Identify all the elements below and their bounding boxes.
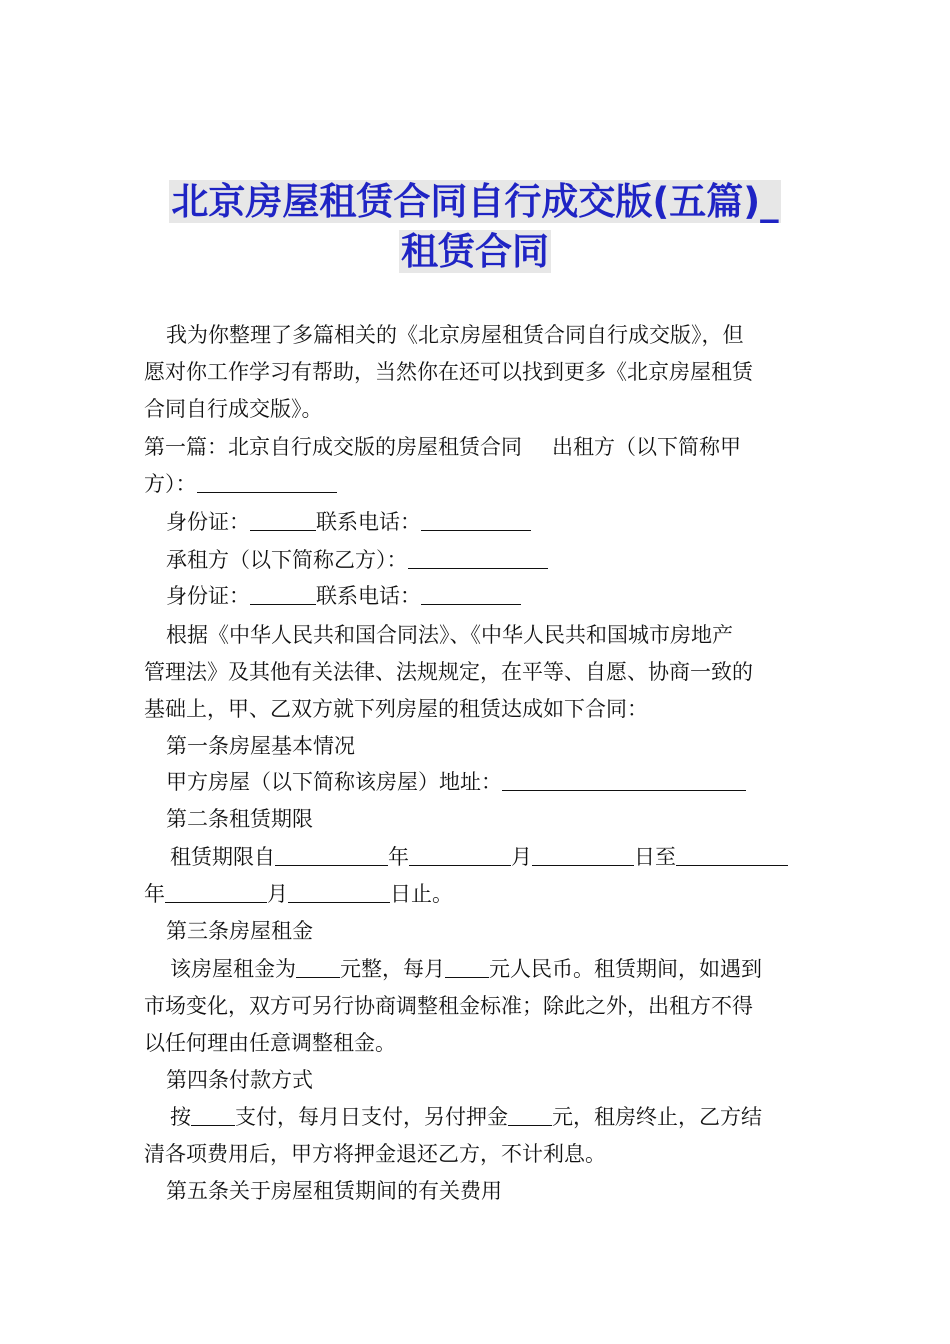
- article-2-title: 第二条租赁期限: [166, 807, 313, 831]
- year-label: 年: [388, 845, 409, 869]
- settlement-label: 元，租房终止，乙方结: [552, 1105, 762, 1129]
- lessor-name-blank[interactable]: [197, 470, 337, 493]
- article-1-address-line: [166, 768, 950, 796]
- lessor-label-a: 出租方（以下简称甲: [552, 435, 741, 459]
- rent-label: 该房屋租金为: [170, 957, 296, 981]
- lessor-id-blank[interactable]: [250, 508, 316, 531]
- start-day-blank[interactable]: [532, 843, 634, 866]
- article-3-title: 第三条房屋租金: [166, 919, 313, 943]
- lessor-line: [144, 470, 950, 498]
- lessee-label: 承租方（以下简称乙方）：: [166, 548, 408, 572]
- lessee-line: [166, 546, 950, 574]
- part-one-line: [144, 433, 950, 461]
- end-day-blank[interactable]: [288, 880, 390, 903]
- article-3-line-1: [170, 955, 950, 983]
- basis-line-1: 根据《中华人民共和国合同法》、《中华人民共和国城市房地产: [166, 623, 733, 647]
- basis-line-2: 管理法》及其他有关法律、法规规定，在平等、自愿、协商一致的: [144, 660, 753, 684]
- end-month-blank[interactable]: [165, 880, 267, 903]
- article-4-line-1: [170, 1103, 950, 1131]
- part-one-heading: 第一篇：北京自行成交版的房屋租赁合同: [144, 435, 522, 459]
- intro-line-3: 合同自行成交版》。: [144, 397, 323, 421]
- article-3-line-3: 以任何理由任意调整租金。: [144, 1031, 396, 1055]
- lease-term-label: 租赁期限自: [170, 845, 275, 869]
- end-year-blank[interactable]: [676, 843, 788, 866]
- article-5-title: 第五条关于房屋租赁期间的有关费用: [166, 1179, 502, 1203]
- article-1-title: 第一条房屋基本情况: [166, 734, 355, 758]
- lessor-phone-blank[interactable]: [421, 508, 531, 531]
- rent-amount-blank[interactable]: [296, 955, 340, 978]
- start-month-blank[interactable]: [409, 843, 511, 866]
- payment-label: 按: [170, 1105, 191, 1129]
- article-2-line-2: [144, 880, 950, 908]
- month-label: 月: [267, 882, 288, 906]
- start-year-blank[interactable]: [275, 843, 388, 866]
- rent-currency-label: 元人民币。租赁期间，如遇到: [489, 957, 762, 981]
- monthly-rent-blank[interactable]: [445, 955, 489, 978]
- deposit-amount-blank[interactable]: [508, 1103, 552, 1126]
- lessor-id-line: [166, 508, 950, 536]
- article-4-title: 第四条付款方式: [166, 1068, 313, 1092]
- lessee-id-label: 身份证：: [166, 584, 250, 608]
- lessor-id-label: 身份证：: [166, 510, 250, 534]
- address-label: 甲方房屋（以下简称该房屋）地址：: [166, 770, 502, 794]
- day-to-label: 日至: [634, 845, 676, 869]
- basis-line-3: 基础上，甲、乙双方就下列房屋的租赁达成如下合同：: [144, 697, 648, 721]
- lessee-name-blank[interactable]: [408, 546, 548, 569]
- lessee-id-blank[interactable]: [250, 582, 316, 605]
- intro-line-2: 愿对你工作学习有帮助，当然你在还可以找到更多《北京房屋租赁: [144, 360, 753, 384]
- document-title-line-2: 租赁合同: [401, 230, 549, 273]
- month-label: 月: [511, 845, 532, 869]
- article-3-line-2: 市场变化，双方可另行协商调整租金标准；除此之外，出租方不得: [144, 994, 753, 1018]
- rent-monthly-label: 元整，每月: [340, 957, 445, 981]
- lessee-id-line: [166, 582, 950, 610]
- lessee-phone-blank[interactable]: [421, 582, 521, 605]
- lessor-phone-label: 联系电话：: [316, 510, 421, 534]
- document-title-line-1: 北京房屋租赁合同自行成交版(五篇)_: [171, 180, 779, 223]
- article-4-line-2: 清各项费用后，甲方将押金退还乙方，不计利息。: [144, 1142, 606, 1166]
- address-blank[interactable]: [502, 768, 746, 791]
- deposit-label: 支付，每月日支付，另付押金: [235, 1105, 508, 1129]
- lessee-phone-label: 联系电话：: [316, 584, 421, 608]
- article-2-line-1: [170, 843, 950, 871]
- payment-method-blank[interactable]: [191, 1103, 235, 1126]
- lessor-label-b: 方）：: [144, 472, 197, 496]
- year-label: 年: [144, 882, 165, 906]
- intro-line-1: 我为你整理了多篇相关的《北京房屋租赁合同自行成交版》，但: [166, 323, 744, 347]
- end-label: 日止。: [390, 882, 453, 906]
